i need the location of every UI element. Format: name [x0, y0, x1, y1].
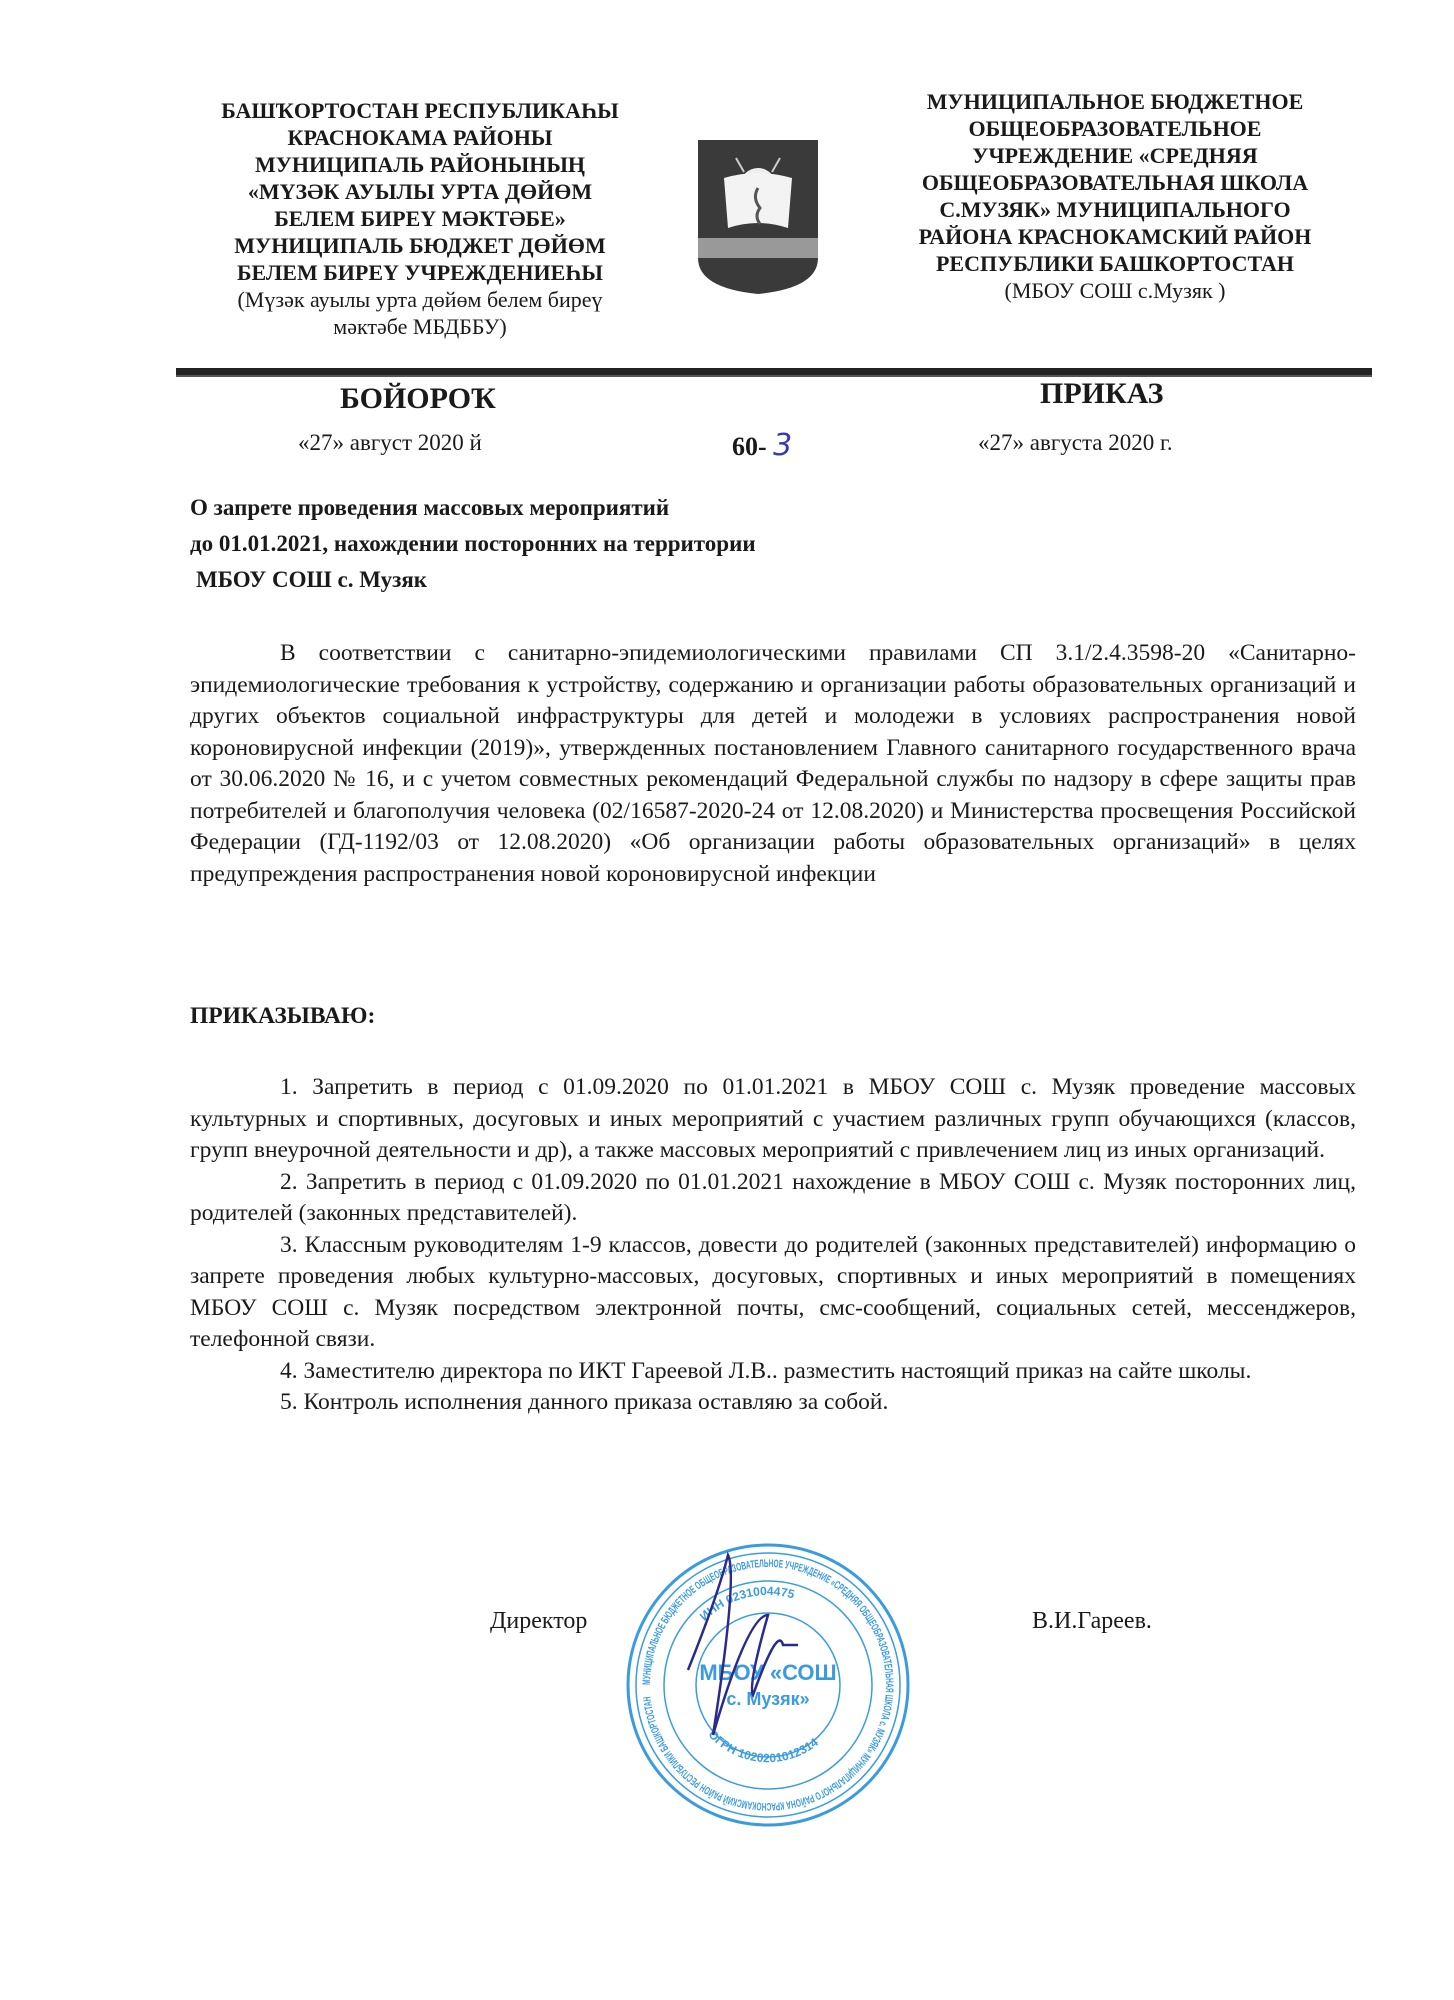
order-item: 3. Классным руководителям 1-9 классов, довести до родителей (законных представителей) информацию о запрете проведения любых культурно-массовых, досуговых, спортивных и иных мероприятий в помещениях МБОУ СОШ с. Музяк посредством электронной почты, смс-сообщений, социальных сетей, мессенджеров, телефонной связи.	[190, 1231, 1356, 1352]
date-russian: «27» августа 2020 г.	[978, 430, 1173, 455]
header-line: МУНИЦИПАЛЬНОЕ БЮДЖЕТНОЕ	[926, 89, 1304, 114]
title-line: О запрете проведения массовых мероприятий	[190, 495, 670, 520]
header-line: «МҮЗӘК АУЫЛЫ УРТА ДӨЙӨМ	[247, 179, 593, 204]
header-short: (Мүзәк ауылы урта дөйөм белем биреү	[237, 287, 603, 312]
header-short: мәктәбе МБДББУ)	[333, 314, 507, 339]
header-line: БЕЛЕМ БИРЕҮ УЧРЕЖДЕНИЕҺЫ	[236, 260, 604, 285]
official-stamp	[618, 1535, 918, 1835]
header-line: КРАСНОКАМА РАЙОНЫ	[287, 125, 553, 150]
header-line: МУНИЦИПАЛЬ БЮДЖЕТ ДӨЙӨМ	[234, 233, 606, 258]
stamp-center-2: с. Музяк»	[726, 1689, 810, 1709]
stamp-inn: ИНН 0231004475	[696, 1583, 796, 1624]
date-bashkir: «27» август 2020 й	[298, 430, 482, 455]
stamp-ogrn: ОГРН 1020201012314	[705, 1727, 821, 1766]
order-item: 5. Контроль исполнения данного приказа оставляю за собой.	[280, 1389, 889, 1415]
signatory-name: В.И.Гареев.	[1032, 1608, 1152, 1634]
order-number	[732, 428, 792, 463]
header-line: ОБЩЕОБРАЗОВАТЕЛЬНОЕ	[968, 116, 1262, 141]
header-bashkir	[190, 97, 650, 340]
order-item: 1. Запретить в период с 01.09.2020 по 01.01.2021 в МБОУ СОШ с. Музяк проведение массовых культурных и спортивных, досуговых и иных мероприятий с участием различных групп обучающихся (классов, групп внеурочной деятельности и др), а также массовых мероприятий с привлечением лиц из иных организаций.	[190, 1074, 1356, 1163]
header-line: УЧРЕЖДЕНИЕ «СРЕДНЯЯ	[972, 143, 1258, 168]
header-line: РАЙОНА КРАСНОКАМСКИЙ РАЙОН	[918, 224, 1312, 249]
header-divider	[176, 368, 1372, 377]
heading-russian: ПРИКАЗ	[1040, 377, 1164, 410]
stamp-outer-text: МУНИЦИПАЛЬНОЕ БЮДЖЕТНОЕ ОБЩЕОБРАЗОВАТЕЛЬНОЕ УЧРЕЖДЕНИЕ «СРЕДНЯЯ ОБЩЕОБРАЗОВАТЕЛЬНАЯ ШКОЛА с. МУЗЯК» МУНИЦИПАЛЬНОГО РАЙОНА КРАСНОКАМСКИЙ РАЙОН РЕСПУБЛИКИ БАШКОРТОСТАН	[640, 1557, 896, 1813]
order-item: 4. Заместителю директора по ИКТ Гареевой Л.В.. разместить настоящий приказ на сайте школы.	[280, 1357, 1252, 1384]
order-items	[190, 1072, 1356, 1419]
order-title	[190, 490, 756, 598]
heading-bashkir: БОЙОРОҠ	[340, 382, 496, 415]
order-item: 2. Запретить в период с 01.09.2020 по 01.01.2021 нахождение в МБОУ СОШ с. Музяк посторонних лиц, родителей (законных представителей).	[190, 1168, 1356, 1226]
title-line: до 01.01.2021, нахождении посторонних на территории	[190, 531, 756, 556]
header-short: (МБОУ СОШ с.Музяк )	[1004, 278, 1226, 303]
order-word: ПРИКАЗЫВАЮ:	[190, 1003, 376, 1029]
coat-of-arms-logo	[696, 138, 820, 296]
preamble-text: В соответствии с санитарно-эпидемиологическими правилами СП 3.1/2.4.3598-20 «Санитарно-эпидемиологические требования к устройству, содержанию и организации работы образовательных организаций и других объектов социальной инфраструктуры для детей и молодежи в условиях распространения новой короновирусной инфекции (2019)», утвержденных постановлением Главного санитарного государственного врача от 30.06.2020 № 16, и с учетом совместных рекомендаций Федеральной службы по надзору в сфере защиты прав потребителей и благополучия человека (02/16587-2020-24 от 12.08.2020) и Министерства просвещения Российской Федерации (ГД-1192/03 от 12.08.2020) «Об организации работы образовательных организаций» в целях предупреждения распространения новой короновирусной инфекции	[190, 640, 1356, 887]
svg-text:ОГРН 1020201012314	[706, 1727, 821, 1765]
title-line: МБОУ СОШ с. Музяк	[196, 567, 428, 592]
header-russian	[870, 88, 1360, 304]
header-line: ОБЩЕОБРАЗОВАТЕЛЬНАЯ ШКОЛА	[921, 170, 1309, 195]
header-line: С.МУЗЯК» МУНИЦИПАЛЬНОГО	[939, 197, 1291, 222]
header-line: МУНИЦИПАЛЬ РАЙОНЫНЫҢ	[254, 152, 586, 177]
header-line: БАШҠОРТОСТАН РЕСПУБЛИКАҺЫ	[221, 98, 619, 123]
order-number-prefix: 60-	[732, 432, 767, 461]
header-line: РЕСПУБЛИКИ БАШКОРТОСТАН	[935, 251, 1295, 276]
header-line: БЕЛЕМ БИРЕҮ МӘКТӘБЕ»	[274, 206, 566, 231]
stamp-center-1: МБОУ «СОШ	[699, 1660, 837, 1685]
order-number-handwritten: 3	[773, 428, 793, 463]
signatory-position: Директор	[490, 1608, 588, 1634]
preamble	[190, 638, 1356, 890]
